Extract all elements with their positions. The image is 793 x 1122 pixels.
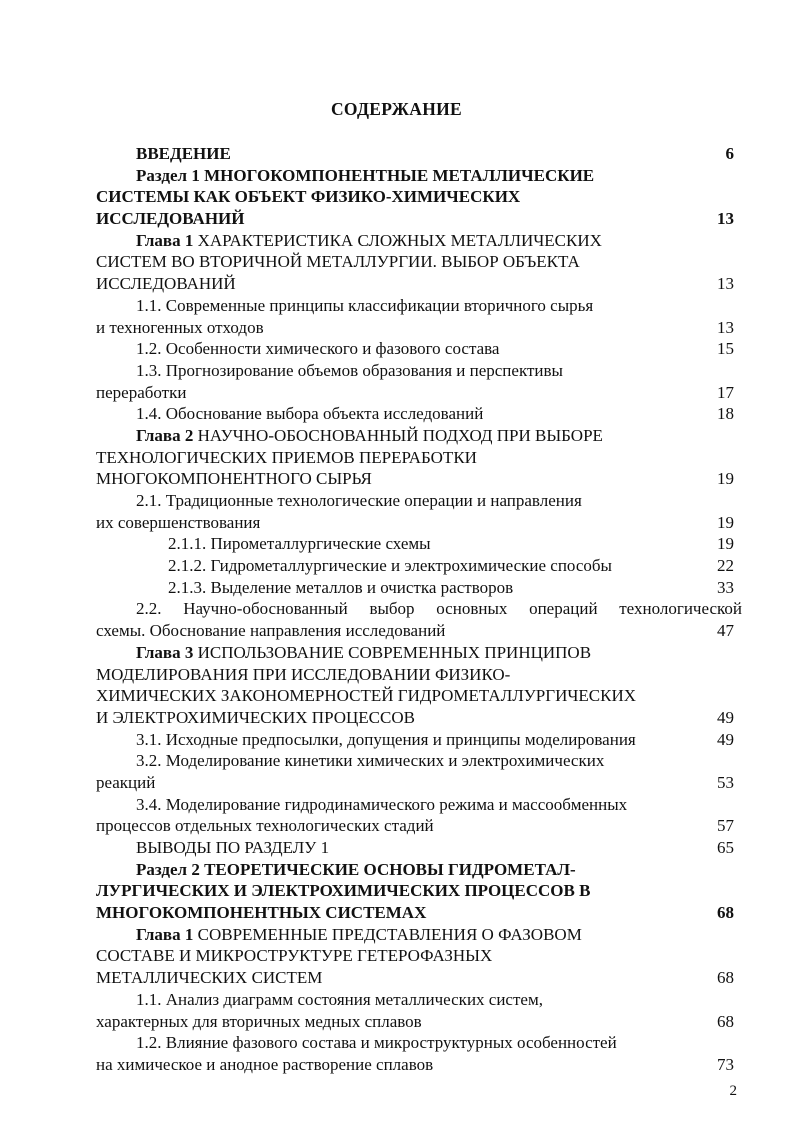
toc-entry (96, 317, 746, 339)
toc-entry-text: СИСТЕМЫ КАК ОБЪЕКТ ФИЗИКО-ХИМИЧЕСКИХ (96, 187, 521, 207)
toc-entry (96, 360, 746, 382)
toc-entry-page: 57 (717, 816, 734, 836)
toc-entry-text: ИССЛЕДОВАНИЙ (96, 209, 245, 229)
toc-entry-page: 13 (717, 317, 734, 337)
toc-entry-page: 19 (717, 469, 734, 489)
toc-entry (96, 555, 746, 577)
toc-entry-text: 3.2. Моделирование кинетики химических и электрохимических (136, 751, 605, 771)
toc-entry (96, 729, 746, 751)
toc-entry (96, 186, 746, 208)
toc-entry (96, 403, 746, 425)
toc-entry-text: И ЭЛЕКТРОХИМИЧЕСКИХ ПРОЦЕССОВ (96, 707, 415, 727)
toc-entry (96, 1011, 746, 1033)
toc-entry (96, 815, 746, 837)
toc-entry-text: ХИМИЧЕСКИХ ЗАКОНОМЕРНОСТЕЙ ГИДРОМЕТАЛЛУРГИЧЕСКИХ (96, 686, 637, 706)
toc-entry-page: 13 (717, 209, 734, 229)
toc-entry (96, 1054, 746, 1076)
toc-entry-text: Глава 3 ИСПОЛЬЗОВАНИЕ СОВРЕМЕННЫХ ПРИНЦИПОВ (136, 642, 592, 662)
toc-entry-text: 2.2. Научно-обоснованный выбор основных операций технологической (136, 599, 742, 619)
toc-entry-text: 2.1.1. Пирометаллургические схемы (168, 534, 431, 554)
toc-entry (96, 642, 746, 664)
toc-entry (96, 859, 746, 881)
toc-entry-text: 2.1.3. Выделение металлов и очистка растворов (168, 577, 514, 597)
toc-entry (96, 273, 746, 295)
toc-entry-page: 19 (717, 534, 734, 554)
toc-entry (96, 533, 746, 555)
toc-entry (96, 447, 746, 469)
toc-entry (96, 924, 746, 946)
toc-entry (96, 989, 746, 1011)
toc-entry-text: ТЕХНОЛОГИЧЕСКИХ ПРИЕМОВ ПЕРЕРАБОТКИ (96, 447, 477, 467)
toc-entry-text: 3.1. Исходные предпосылки, допущения и принципы моделирования (136, 729, 636, 749)
page-number: 2 (729, 1083, 737, 1099)
toc-entry-text: Глава 1 ХАРАКТЕРИСТИКА СЛОЖНЫХ МЕТАЛЛИЧЕСКИХ (136, 230, 602, 250)
toc-entry-text: МОДЕЛИРОВАНИЯ ПРИ ИССЛЕДОВАНИИ ФИЗИКО- (96, 664, 511, 684)
toc-entry-text: реакций (96, 772, 156, 792)
toc-entry (96, 208, 746, 230)
toc-entry-text: МНОГОКОМПОНЕНТНОГО СЫРЬЯ (96, 469, 372, 489)
toc-entry-text: ИССЛЕДОВАНИЙ (96, 274, 236, 294)
toc-entry-page: 22 (717, 556, 734, 576)
toc-entry (96, 468, 746, 490)
toc-entry-text: СОСТАВЕ И МИКРОСТРУКТУРЕ ГЕТЕРОФАЗНЫХ (96, 946, 493, 966)
toc-entry-page: 47 (717, 621, 734, 641)
toc-entry-text: ВВЕДЕНИЕ (136, 144, 231, 163)
toc-entry-text: Раздел 2 ТЕОРЕТИЧЕСКИЕ ОСНОВЫ ГИДРОМЕТАЛ- (136, 859, 576, 879)
page-title: СОДЕРЖАНИЕ (330, 99, 462, 119)
toc-entry-text: и техногенных отходов (96, 317, 264, 337)
toc-entry (96, 143, 746, 165)
toc-entry-page: 73 (717, 1054, 734, 1074)
toc-entry-page: 68 (717, 968, 734, 988)
toc-entry (96, 230, 746, 252)
toc-entry (96, 165, 746, 187)
toc-entry-page: 49 (717, 729, 734, 749)
toc-entry (96, 902, 746, 924)
toc-entry-page: 19 (717, 512, 734, 532)
toc-entry-text: процессов отдельных технологических стадий (96, 816, 434, 836)
toc-entry-page: 15 (717, 339, 734, 359)
toc-entry (96, 338, 746, 360)
toc-entry-page: 49 (717, 707, 734, 727)
toc-entry (96, 837, 746, 859)
toc-entry-text: 2.1. Традиционные технологические операции и направления (136, 491, 582, 510)
toc-entry-text: ВЫВОДЫ ПО РАЗДЕЛУ 1 (136, 838, 330, 857)
toc-entry (96, 620, 746, 642)
toc-entry (96, 490, 746, 512)
toc-entry-text: переработки (96, 382, 187, 402)
table-of-contents (96, 143, 746, 1076)
toc-entry-text: характерных для вторичных медных сплавов (96, 1011, 422, 1031)
toc-entry-text: 1.1. Анализ диаграмм состояния металлических систем, (136, 989, 543, 1009)
toc-entry (96, 251, 746, 273)
toc-entry-text: схемы. Обоснование направления исследований (96, 621, 446, 641)
toc-entry-text: Глава 1 СОВРЕМЕННЫЕ ПРЕДСТАВЛЕНИЯ О ФАЗОВОМ (136, 924, 582, 944)
toc-entry (96, 880, 746, 902)
toc-entry (96, 794, 746, 816)
toc-entry (96, 772, 746, 794)
toc-entry-page: 18 (717, 404, 734, 424)
toc-entry (96, 512, 746, 534)
toc-entry-text: на химическое и анодное растворение сплавов (96, 1054, 434, 1074)
toc-entry-text: 1.4. Обоснование выбора объекта исследований (136, 404, 484, 424)
toc-entry-text: СИСТЕМ ВО ВТОРИЧНОЙ МЕТАЛЛУРГИИ. ВЫБОР ОБЪЕКТА (96, 252, 580, 272)
toc-entry-text: Раздел 1 МНОГОКОМПОНЕНТНЫЕ МЕТАЛЛИЧЕСКИЕ (136, 165, 595, 185)
toc-entry (96, 967, 746, 989)
toc-entry (96, 598, 746, 620)
toc-entry-text: Глава 2 НАУЧНО-ОБОСНОВАННЫЙ ПОДХОД ПРИ ВЫБОРЕ (136, 425, 603, 445)
toc-entry-text: их совершенствования (96, 512, 261, 532)
toc-entry-page: 13 (717, 274, 734, 294)
toc-entry-text: 1.2. Особенности химического и фазового состава (136, 339, 500, 359)
toc-entry-text: 1.3. Прогнозирование объемов образования и перспективы (136, 360, 563, 380)
toc-entry (96, 425, 746, 447)
toc-entry (96, 750, 746, 772)
toc-entry-page: 33 (717, 577, 734, 597)
toc-entry-text: 1.2. Влияние фазового состава и микроструктурных особенностей (136, 1033, 617, 1053)
toc-entry (96, 1032, 746, 1054)
toc-entry (96, 707, 746, 729)
toc-entry-text: 3.4. Моделирование гидродинамического режима и массообменных (136, 794, 628, 814)
toc-entry-text: ЛУРГИЧЕСКИХ И ЭЛЕКТРОХИМИЧЕСКИХ ПРОЦЕССОВ В (96, 881, 591, 901)
toc-entry-page: 65 (717, 838, 734, 857)
toc-entry-page: 6 (725, 144, 734, 163)
toc-entry-page: 17 (717, 382, 734, 402)
toc-entry-text: МНОГОКОМПОНЕНТНЫХ СИСТЕМАХ (96, 903, 427, 923)
toc-entry (96, 945, 746, 967)
toc-entry-text: МЕТАЛЛИЧЕСКИХ СИСТЕМ (96, 968, 323, 988)
toc-entry-page: 68 (717, 1011, 734, 1031)
toc-entry (96, 295, 746, 317)
toc-entry-text: 2.1.2. Гидрометаллургические и электрохимические способы (168, 556, 612, 576)
toc-entry (96, 664, 746, 686)
toc-entry (96, 685, 746, 707)
toc-entry-page: 68 (717, 903, 734, 923)
toc-entry-page: 53 (717, 772, 734, 792)
toc-entry-text: 1.1. Современные принципы классификации вторичного сырья (136, 295, 594, 315)
toc-entry (96, 577, 746, 599)
toc-entry (96, 382, 746, 404)
